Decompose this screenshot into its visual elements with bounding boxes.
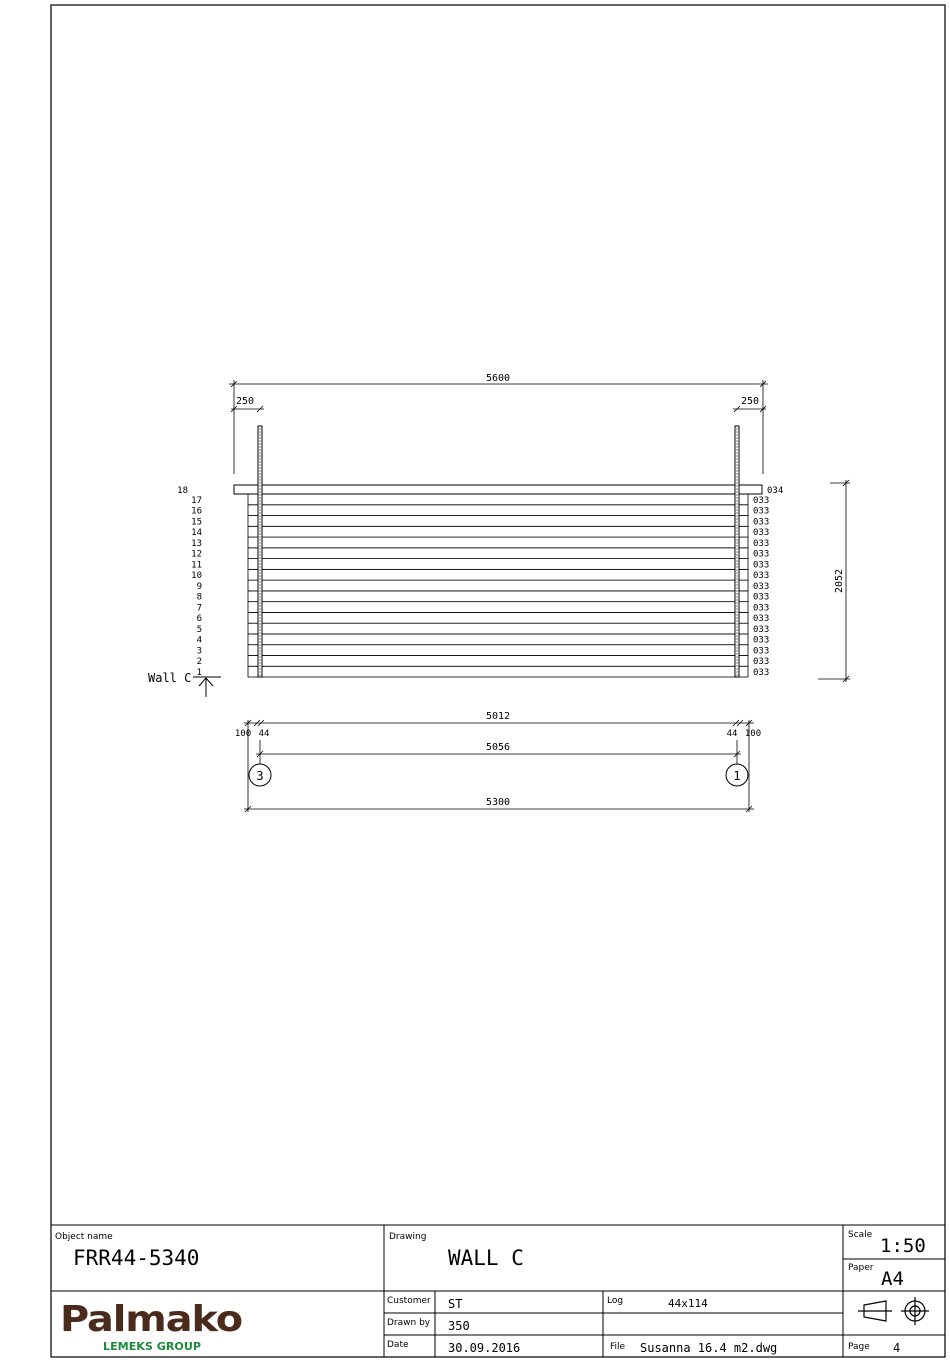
log-row [248, 580, 748, 591]
row-numbers [191, 496, 202, 678]
row-number: 4 [196, 635, 202, 646]
row-number: 5 [196, 624, 202, 635]
log-row [248, 612, 748, 623]
paper-label: Paper [848, 1263, 874, 1273]
dim-100-left-label: 100 [234, 729, 252, 739]
axis-marker-1-label: 1 [733, 769, 741, 783]
log-row [248, 623, 748, 634]
scale-label: Scale [848, 1230, 873, 1240]
customer-value: ST [448, 1297, 463, 1311]
row-number: 9 [196, 581, 202, 592]
log-row [248, 505, 748, 516]
log-codes [753, 496, 769, 678]
row-number: 15 [191, 517, 202, 528]
log-row [248, 634, 748, 645]
drawing-label: Drawing [389, 1232, 427, 1242]
log-code: 033 [753, 549, 770, 560]
axis-marker-3-label: 3 [256, 769, 264, 783]
customer-label: Customer [387, 1296, 431, 1306]
drawn-by-value: 350 [448, 1319, 470, 1333]
log-row [248, 548, 748, 559]
date-label: Date [387, 1340, 409, 1350]
dim-2052-label: 2052 [834, 568, 845, 594]
projection-symbol-icon [858, 1297, 929, 1325]
wall-label: Wall C [148, 671, 192, 685]
dim-100-right-label: 100 [744, 729, 762, 739]
log-code-top: 034 [767, 486, 784, 496]
log-code: 033 [753, 592, 770, 603]
log-code: 033 [753, 614, 770, 625]
page-value: 4 [893, 1341, 901, 1355]
log-code: 033 [753, 668, 770, 678]
log-code: 033 [753, 495, 770, 506]
log-code: 033 [753, 603, 770, 614]
dim-250-right-label: 250 [740, 396, 760, 407]
log-row [248, 537, 748, 548]
row-number: 14 [191, 528, 202, 539]
scale-value: 1:50 [880, 1235, 926, 1257]
dim-5012-label: 5012 [485, 711, 511, 722]
log-row [248, 591, 748, 602]
log-code: 033 [753, 635, 770, 646]
row-number: 16 [191, 506, 202, 517]
log-code: 033 [753, 528, 770, 539]
drawn-by-label: Drawn by [387, 1318, 431, 1328]
log-code: 033 [753, 571, 770, 582]
log-code: 033 [753, 646, 770, 657]
row-number: 2 [196, 657, 202, 668]
dim-250-left-label: 250 [235, 396, 255, 407]
dim-5056-label: 5056 [485, 742, 511, 753]
drawing-title: WALL C [448, 1246, 524, 1270]
dim-5300-label: 5300 [485, 797, 511, 808]
wall-logs [248, 494, 748, 677]
top-plate [234, 485, 762, 494]
row-number: 10 [191, 571, 202, 582]
row-number: 3 [196, 646, 202, 657]
row-number-top: 18 [177, 486, 188, 496]
log-row [248, 526, 748, 537]
log-row [248, 494, 748, 505]
page-label: Page [848, 1342, 870, 1352]
log-code: 033 [753, 581, 770, 592]
log-row [248, 645, 748, 656]
row-number: 8 [196, 592, 202, 603]
object-name-value: FRR44-5340 [73, 1246, 200, 1270]
row-number: 1 [196, 668, 202, 678]
log-row [248, 516, 748, 527]
log-code: 033 [753, 657, 770, 668]
log-label: Log [607, 1296, 624, 1306]
palmako-logo: Palmako [60, 1299, 243, 1340]
row-number: 6 [196, 614, 202, 625]
log-row [248, 559, 748, 570]
log-value: 44x114 [668, 1297, 708, 1310]
log-code: 033 [753, 517, 770, 528]
log-code: 033 [753, 624, 770, 635]
log-code: 033 [753, 506, 770, 517]
log-row [248, 569, 748, 580]
wall-elevation [148, 426, 783, 697]
log-code: 033 [753, 538, 770, 549]
dim-5600-label: 5600 [485, 373, 511, 384]
log-row [248, 602, 748, 613]
row-number: 7 [196, 603, 202, 614]
row-number: 13 [191, 538, 202, 549]
row-number: 11 [191, 560, 202, 571]
file-label: File [610, 1342, 626, 1352]
dim-44-left-label: 44 [258, 729, 270, 739]
log-row [248, 655, 748, 666]
log-code: 033 [753, 560, 770, 571]
date-value: 30.09.2016 [448, 1341, 521, 1355]
paper-value: A4 [881, 1268, 904, 1290]
row-number: 12 [191, 549, 202, 560]
dim-44-right-label: 44 [726, 729, 738, 739]
log-row [248, 666, 748, 677]
object-name-label: Object name [55, 1232, 113, 1242]
lemeks-group-logo: LEMEKS GROUP [103, 1340, 201, 1353]
row-number: 17 [191, 495, 202, 506]
file-value: Susanna 16.4 m2.dwg [640, 1341, 778, 1355]
